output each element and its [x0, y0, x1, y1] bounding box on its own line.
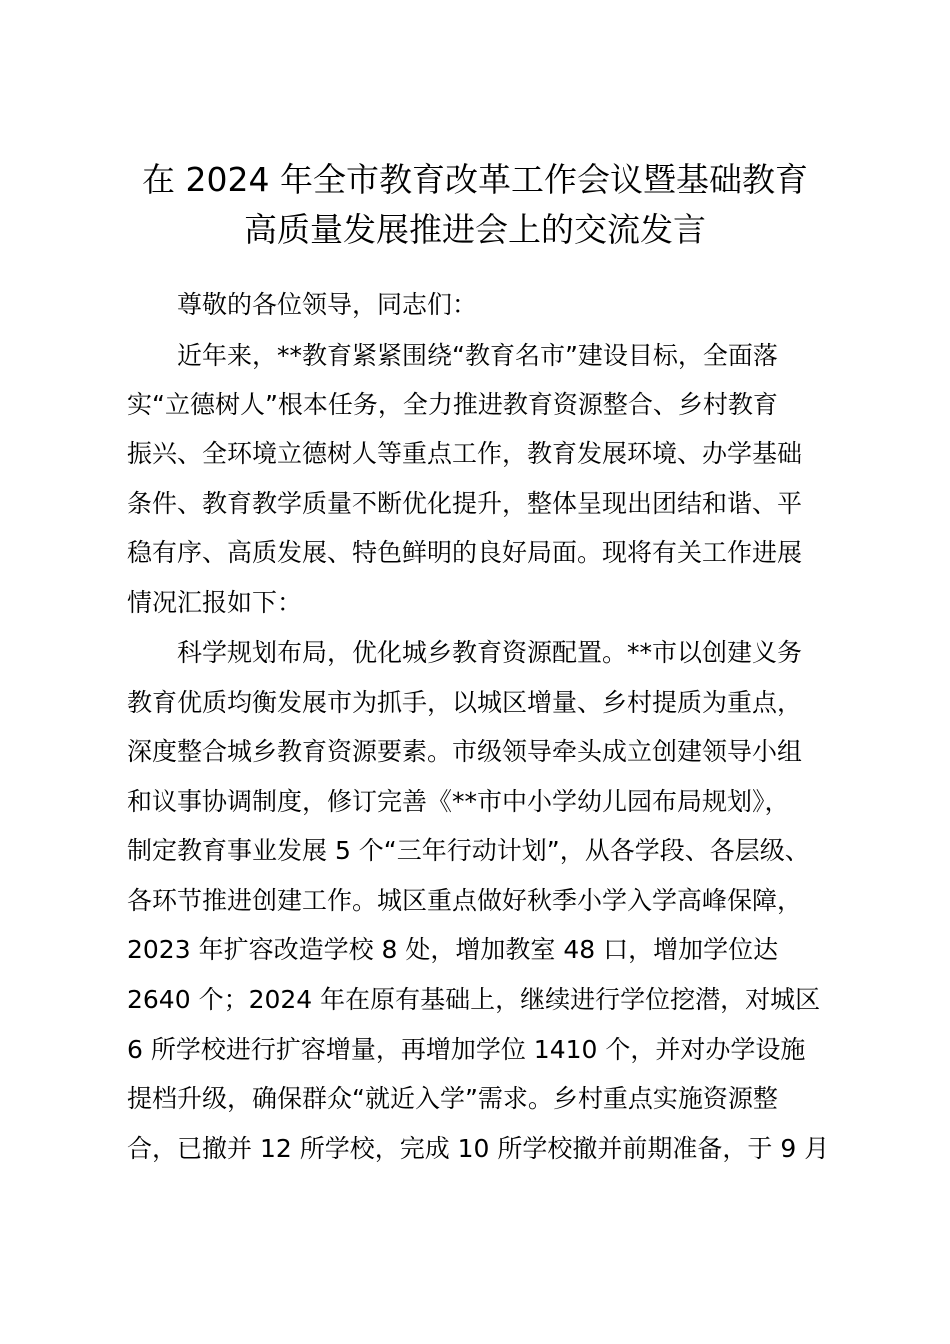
body-line: 6 所学校进行扩容增量，再增加学位 1410 个，并对办学设施 [127, 1035, 806, 1064]
body-line: 和议事协调制度，修订完善《**市中小学幼儿园布局规划》， [127, 787, 790, 816]
body-line: 稳有序、高质发展、特色鲜明的良好局面。现将有关工作进展 [127, 538, 803, 567]
body-line: 2023 年扩容改造学校 8 处，增加教室 48 口，增加学位达 [127, 935, 779, 964]
body-line: 深度整合城乡教育资源要素。市级领导牵头成立创建领导小组 [127, 737, 803, 766]
body-line: 近年来，**教育紧紧围绕“教育名市”建设目标，全面落 [127, 341, 778, 370]
body-line: 制定教育事业发展 5 个“三年行动计划”，从各学段、各层级、 [127, 836, 810, 865]
body-line: 情况汇报如下： [127, 588, 303, 617]
salutation: 尊敬的各位领导，同志们： [127, 290, 478, 319]
body-line: 合，已撤并 12 所学校，完成 10 所学校撤并前期准备，于 9 月 [127, 1134, 830, 1163]
body-line: 各环节推进创建工作。城区重点做好秋季小学入学高峰保障， [127, 886, 803, 915]
body-line: 实“立德树人”根本任务，全力推进教育资源整合、乡村教育 [127, 390, 778, 419]
body-line: 教育优质均衡发展市为抓手，以城区增量、乡村提质为重点， [127, 688, 803, 717]
document-title-line-2: 高质量发展推进会上的交流发言 [244, 210, 706, 249]
body-line: 科学规划布局，优化城乡教育资源配置。**市以创建义务 [127, 638, 803, 667]
document-title-line-1: 在 2024 年全市教育改革工作会议暨基础教育 [142, 160, 808, 199]
body-line: 提档升级，确保群众“就近入学”需求。乡村重点实施资源整 [127, 1084, 778, 1113]
body-line: 条件、教育教学质量不断优化提升，整体呈现出团结和谐、平 [127, 489, 803, 518]
body-line: 2640 个；2024 年在原有基础上，继续进行学位挖潜，对城区 [127, 985, 821, 1014]
body-line: 振兴、全环境立德树人等重点工作，教育发展环境、办学基础 [127, 439, 803, 468]
